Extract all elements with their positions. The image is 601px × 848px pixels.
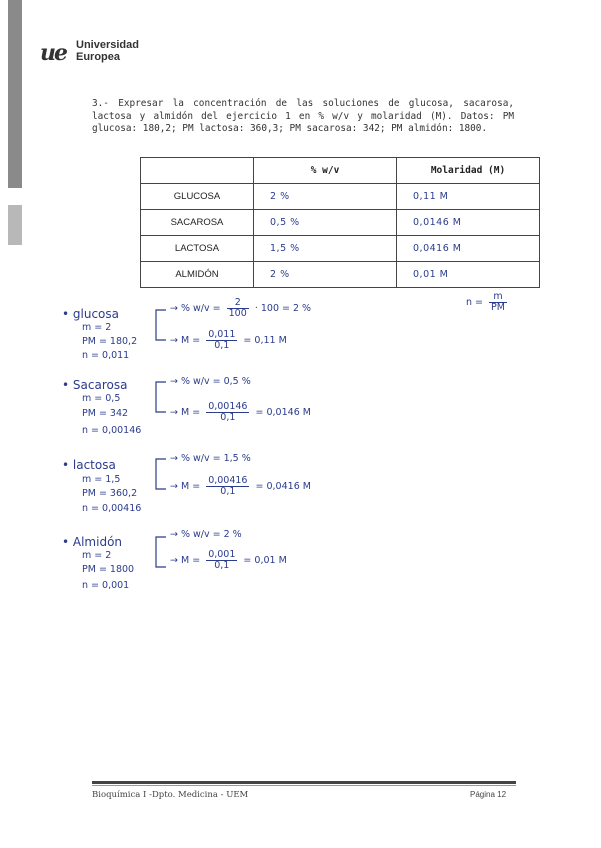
problem-statement: 3.- Expresar la concentración de las soluciones de glucosa, sacarosa, lactosa y almidón del ejercicio 1 en % w/v y molaridad (M). Datos: PM glucosa: 180,2; PM lactosa: 360,3; PM sacarosa: 342; PM almidón: 1800.: [92, 98, 514, 134]
bracket: [152, 533, 172, 573]
results-table: [140, 157, 540, 288]
wv-value: 0,5 %: [254, 210, 397, 236]
table-row: [141, 184, 540, 210]
formula-n: n =: [466, 297, 484, 308]
wv-value: 2 %: [254, 262, 397, 288]
wv-calc: → % w/v = 2 %: [170, 529, 242, 540]
footer-divider-thin: [92, 785, 516, 786]
page-number: Página 12: [470, 790, 507, 799]
work-moles: n = 0,00146: [82, 425, 142, 436]
table-header: Molaridad (M): [397, 158, 540, 184]
work-moles: n = 0,00416: [82, 503, 142, 514]
compound-name: LACTOSA: [141, 236, 254, 262]
molarity-calc: → M = $\frac{0,00146}{0,1}$ = 0,0146 M: [170, 401, 311, 423]
bracket: [152, 378, 172, 418]
bracket: [152, 455, 172, 495]
work-moles: n = 0,001: [82, 580, 130, 591]
work-mass: m = 2: [82, 322, 112, 333]
work-name: • glucosa: [62, 307, 119, 321]
molarity-value: 0,0146 M: [397, 210, 540, 236]
logo-line2: Europea: [76, 51, 121, 63]
work-mass: m = 1,5: [82, 474, 121, 485]
molarity-value: 0,01 M: [397, 262, 540, 288]
wv-value: 2 %: [254, 184, 397, 210]
work-pm: PM = 180,2: [82, 336, 138, 347]
molarity-value: 0,0416 M: [397, 236, 540, 262]
university-logo: [40, 38, 170, 68]
molarity-value: 0,11 M: [397, 184, 540, 210]
table-row: [141, 262, 540, 288]
formula-den: PM: [491, 302, 505, 313]
work-pm: PM = 360,2: [82, 488, 138, 499]
logo-mark: ue: [40, 40, 66, 66]
logo-line1: Universidad: [76, 39, 139, 51]
wv-calc: → % w/v = $\frac{2}{100}$ · 100 = 2 %: [170, 297, 312, 319]
table-header: % w/v: [254, 158, 397, 184]
formula-num: m: [489, 292, 507, 303]
compound-name: ALMIDÓN: [141, 262, 254, 288]
molarity-calc: → M = $\frac{0,00416}{0,1}$ = 0,0416 M: [170, 475, 311, 497]
left-margin-bar-lower: [8, 205, 22, 245]
footer-divider: [92, 781, 516, 784]
work-moles: n = 0,011: [82, 350, 130, 361]
bracket: [152, 306, 172, 346]
formula-fraction: [489, 292, 507, 313]
moles-formula: [466, 292, 510, 313]
work-mass: m = 2: [82, 550, 112, 561]
molarity-calc: → M = $\frac{0,011}{0,1}$ = 0,11 M: [170, 329, 287, 351]
wv-calc: → % w/v = 0,5 %: [170, 376, 251, 387]
table-header: [141, 158, 254, 184]
work-name: • Sacarosa: [62, 378, 128, 392]
molarity-calc: → M = $\frac{0,001}{0,1}$ = 0,01 M: [170, 549, 287, 571]
table-row: [141, 210, 540, 236]
wv-value: 1,5 %: [254, 236, 397, 262]
wv-calc: → % w/v = 1,5 %: [170, 453, 251, 464]
work-name: • Almidón: [62, 535, 123, 549]
work-name: • lactosa: [62, 458, 116, 472]
left-margin-bar: [8, 0, 22, 188]
compound-name: SACAROSA: [141, 210, 254, 236]
footer-department: Bioquímica I -Dpto. Medicina - UEM: [92, 790, 249, 800]
work-mass: m = 0,5: [82, 393, 121, 404]
logo-text: [76, 39, 139, 63]
table-header-row: [141, 158, 540, 184]
compound-name: GLUCOSA: [141, 184, 254, 210]
table-row: [141, 236, 540, 262]
work-pm: PM = 342: [82, 408, 129, 419]
work-pm: PM = 1800: [82, 564, 135, 575]
